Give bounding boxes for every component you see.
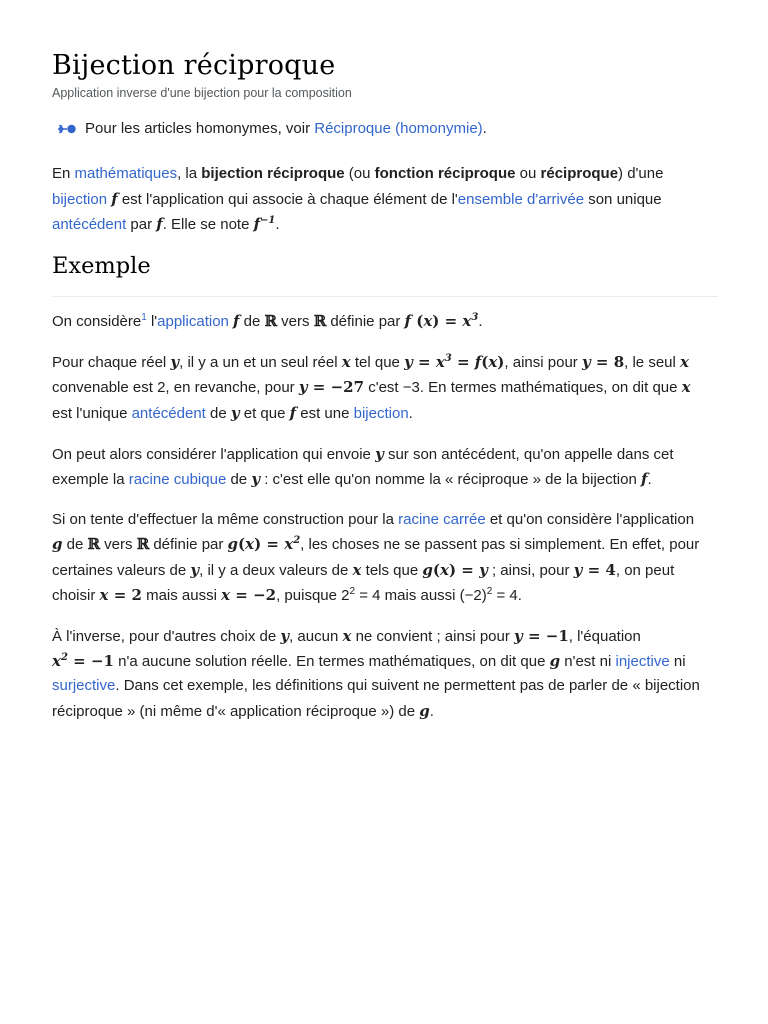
link-antecedent[interactable]: antécédent: [52, 216, 127, 233]
math-reals: ℝ: [313, 312, 327, 330]
math-formula: y = 8: [581, 353, 625, 372]
math-x: x: [341, 353, 351, 372]
link-mathematiques[interactable]: mathématiques: [74, 165, 178, 182]
link-application[interactable]: application: [157, 313, 229, 330]
math-formula: $y = x^3 = f(x)$: [404, 353, 505, 372]
math-x: x: [342, 627, 352, 646]
math-g: g: [419, 701, 430, 720]
math-reals: ℝ: [264, 312, 277, 330]
hatnote-suffix: .: [482, 120, 487, 137]
link-surjective[interactable]: surjective: [52, 677, 116, 695]
math-formula: $x^2 = -1$: [52, 652, 114, 671]
link-antecedent[interactable]: antécédent: [131, 404, 206, 422]
math-formula: f $(x) = x^3$: [404, 312, 479, 330]
paragraph-1: On considère$^1$ l'application f de ℝ vers ℝ définie par f $(x) = x^3$.: [52, 312, 483, 330]
math-g: g: [52, 535, 63, 554]
math-y: y: [170, 353, 180, 372]
paragraph-4: Si on tente d'effectuer la même construction pour la racine carrée et qu'on considère l'application g de ℝ vers ℝ définie par $g(x) = x^2$, les choses ne se passent pas si simplement. En effet, pour certaines valeurs de y, il y a deux valeurs de x tels que g(x) = y ; ainsi, pour y = 4, on peut choisir x = 2 mais aussi x = −2, puisque $2^2 = 4$ mais aussi $(-2)^2 = 4$.: [52, 511, 700, 604]
heading-divider: [52, 296, 718, 297]
math-formula: y = 4: [573, 560, 616, 579]
paragraph-2: Pour chaque réel y, il y a un et un seul réel x tel que $y = x^3 = f(x)$, ainsi pour y = 8, le seul x convenable est 2, en revanche, pour y = −27 c'est −3. En termes mathématiques, on dit que x est l'unique antécédent de y et que f est une bijection.: [52, 353, 691, 422]
math-formula: g(x) = y: [422, 560, 488, 579]
math-g: g: [549, 652, 561, 671]
math-formula: y = −1: [514, 627, 569, 646]
paragraph-5: À l'inverse, pour d'autres choix de y, aucun x ne convient ; ainsi pour y = −1, l'équation $x^2 = -1$ n'a aucune solution réelle. En termes mathématiques, on dit que g n'est ni injective ni surjective. Dans cet exemple, les définitions qui suivent ne permettent pas de parler de « bijection réciproque » (ni même d'« application réciproque ») de g.: [52, 627, 700, 720]
math-f: f: [289, 403, 297, 422]
link-racine-cubique[interactable]: racine cubique: [128, 471, 227, 489]
page-subtitle: Application inverse d'une bijection pour la composition: [52, 86, 352, 100]
math-y: y: [251, 470, 261, 489]
math-y: y: [375, 444, 384, 463]
math-formula: y = −27: [298, 378, 365, 397]
link-bijection[interactable]: bijection: [353, 404, 409, 422]
intro-paragraph: En mathématiques, la bijection réciproque (ou fonction réciproque ou réciproque) d'une bijection f est l'application qui associe à chaque élément de l'ensemble d'arrivée son unique antécédent par f. Elle se note $f^{-1}$.: [52, 165, 664, 233]
math-reals: ℝ: [87, 535, 100, 554]
section-heading-exemple: Exemple: [52, 253, 151, 279]
math-y: y: [280, 627, 290, 646]
link-racine-carree[interactable]: racine carrée: [398, 511, 486, 529]
math-f: f: [233, 312, 240, 330]
link-bijection[interactable]: bijection: [52, 190, 108, 208]
math-f: f: [156, 215, 163, 233]
math-f-inverse: $f^{-1}$: [253, 215, 276, 233]
term-reciproque: réciproque: [540, 165, 619, 182]
link-injective[interactable]: injective: [615, 653, 670, 671]
page-title: Bijection réciproque: [52, 50, 336, 81]
paragraph-3: On peut alors considérer l'application qui envoie y sur son antécédent, qu'on appelle dans cet exemple la racine cubique de y : c'est elle qu'on nomme la « réciproque » de la bijection f.: [52, 444, 674, 489]
term-bijection-reciproque: bijection réciproque: [201, 165, 345, 182]
math-y: y: [190, 560, 200, 579]
math-x: x: [352, 560, 362, 579]
term-fonction-reciproque: fonction réciproque: [374, 165, 516, 182]
math-x: x: [681, 378, 691, 397]
hatnote-prefix: Pour les articles homonymes, voir: [85, 120, 315, 137]
math-x: x: [680, 353, 689, 372]
link-ensemble-arrivee[interactable]: ensemble d'arrivée: [457, 190, 585, 208]
math-formula: x = −2: [221, 585, 277, 604]
section-exemple: [52, 309, 718, 740]
math-formula: x = 2: [99, 585, 142, 604]
hatnote-link[interactable]: Réciproque (homonymie): [314, 120, 483, 137]
disambiguation-icon: [58, 123, 78, 135]
math-reals: ℝ: [136, 535, 150, 554]
math-y: y: [230, 403, 240, 422]
math-formula: $g(x) = x^2$: [227, 535, 301, 554]
math-f: f: [111, 189, 118, 208]
math-f: f: [641, 470, 648, 489]
reference-1[interactable]: 1: [141, 312, 147, 323]
